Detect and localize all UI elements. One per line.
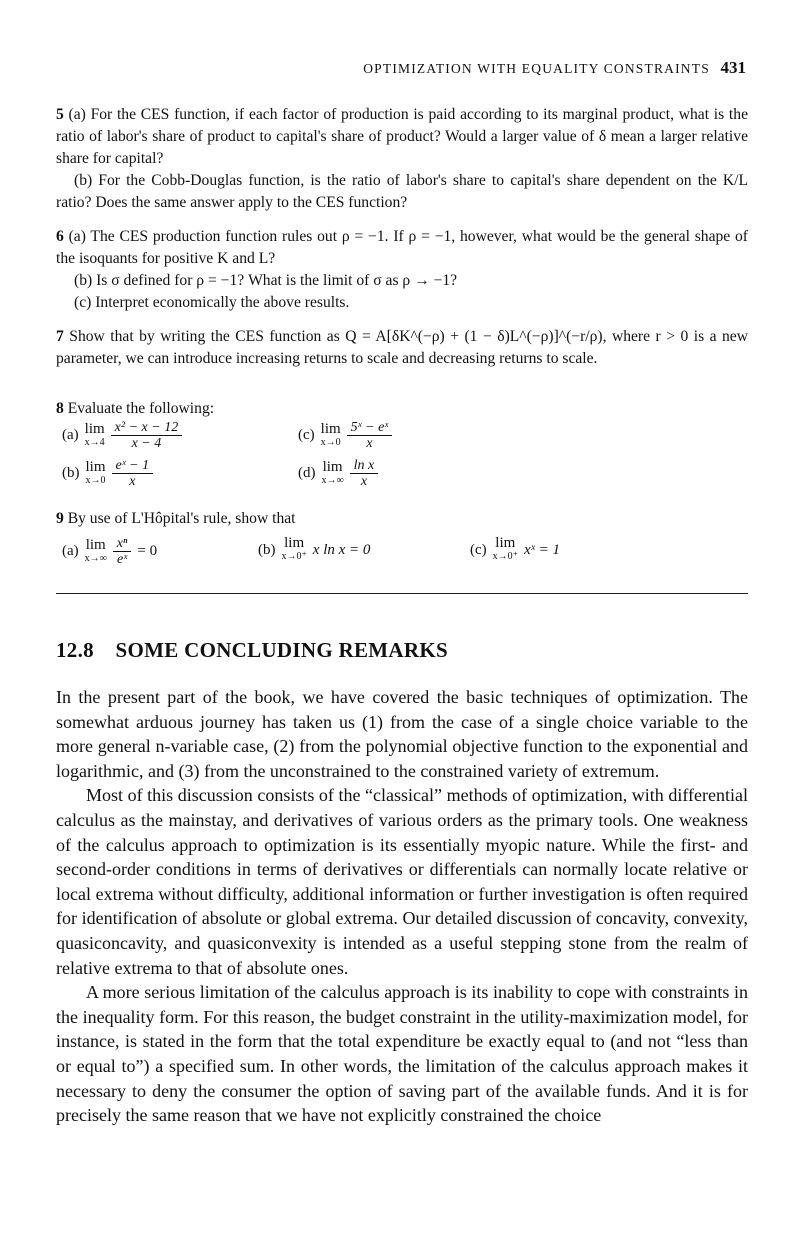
fraction: $\frac{\text{eˣ − 1}}{x}$	[112, 458, 154, 489]
page-number: 431	[720, 58, 746, 77]
fraction: $\frac{\text{xⁿ}}{\text{eˣ}}$	[113, 536, 132, 567]
limit-operator: lim x→0⁺	[492, 535, 518, 562]
limit-operator: lim x→4	[84, 420, 105, 448]
limit-9b: (b) lim x→0⁺ x ln x = 0	[258, 535, 371, 562]
limit-operator: lim x→0	[320, 420, 341, 448]
limit-operator: lim x→0⁺	[281, 535, 307, 562]
section-divider	[56, 593, 748, 594]
section-number: 12.8	[56, 638, 94, 662]
limit-8b: (b) lim x→0 $\frac{\text{eˣ − 1}}{x}$	[62, 458, 153, 489]
exercise-9-intro: 9 By use of L'Hôpital's rule, show that	[56, 510, 296, 527]
exercise-7-text: Show that by writing the CES function as Q = A[δK^(−ρ) + (1 − δ)L^(−ρ)]^(−r/ρ), where r > 0 is a new parameter, we can introduce increasing returns to scale and decreasing returns to scale.	[56, 328, 748, 367]
limit-8c: (c) lim x→0 $\frac{\text{5ˣ − eˣ}}{x}$	[298, 420, 392, 451]
exercise-5b: (b) For the Cobb-Douglas function, is the ratio of labor's share to capital's share dependent on the K/L ratio? Does the same answer apply to the CES function?	[56, 172, 748, 211]
exercise-number: 9	[56, 510, 64, 527]
limit-8a: (a) lim x→4 $\frac{\text{x² − x − 12}}{x - 4}$	[62, 420, 182, 451]
fraction: $\frac{\text{ln x}}{x}$	[350, 458, 379, 489]
exercise-5a: (a) For the CES function, if each factor of production is paid according to its marginal product, what is the ratio of labor's share of product to capital's share of product? Would a larger value of δ mean a larger relative share for capital?	[56, 106, 748, 167]
exercise-number: 5	[56, 106, 64, 123]
paragraph: A more serious limitation of the calculus approach is its inability to cope with constraints in the inequality form. For this reason, the budget constraint in the utility-maximization model, for instance, is stated in the form that the total expenditure be exactly equal to (and not “less than or equal to”) a specified sum. In other words, the limitation of the calculus approach makes it necessary to deny the consumer the option of saving part of the available funds. And it is for precisely the same reason that we have not explicitly constrained the choice	[56, 982, 748, 1126]
paragraph: Most of this discussion consists of the “classical” methods of optimization, with differential calculus as the mainstay, and derivatives of various orders as the primary tools. One weakness of the calculus approach to optimization is its essentially myopic nature. While the first- and second-order conditions in terms of derivatives or differentials can normally locate relative or local extrema without difficulty, additional information or further investigation is often required for identification of absolute or global extrema. Our detailed discussion of concavity, convexity, quasiconcavity, and quasiconvexity is intended as a useful stepping stone from the realm of relative extrema to that of absolute ones.	[56, 785, 748, 978]
exercise-7	[56, 326, 748, 370]
exercise-6	[56, 226, 748, 314]
limit-9a: (a) lim x→∞ $\frac{\text{xⁿ}}{\text{eˣ}}$ = 0	[62, 536, 158, 567]
limit-operator: lim x→∞	[321, 458, 344, 486]
paragraph: In the present part of the book, we have covered the basic techniques of optimization. The somewhat arduous journey has taken us (1) from the case of a single choice variable to the more general n-variable case, (2) from the polynomial objective function to the exponential and logarithmic, and (3) from the unconstrained to the constrained variety of extremum.	[56, 687, 748, 781]
limit-9c: (c) lim x→0⁺ xˣ = 1	[470, 535, 560, 562]
limit-operator: lim x→∞	[84, 536, 107, 564]
section-title: SOME CONCLUDING REMARKS	[115, 638, 448, 662]
exercise-number: 8	[56, 400, 64, 417]
section-body	[56, 685, 748, 1128]
exercise-8-intro: 8 Evaluate the following:	[56, 400, 215, 417]
running-header	[363, 58, 746, 78]
exercise-5	[56, 104, 748, 214]
fraction: $\frac{\text{5ˣ − eˣ}}{x}$	[347, 420, 393, 451]
running-title: OPTIMIZATION WITH EQUALITY CONSTRAINTS	[363, 61, 710, 76]
limit-8d: (d) lim x→∞ $\frac{\text{ln x}}{x}$	[298, 458, 378, 489]
exercise-6b: (b) Is σ defined for ρ = −1? What is the limit of σ as ρ → −1?	[74, 272, 458, 289]
exercise-number: 6	[56, 228, 64, 245]
fraction: $\frac{\text{x² − x − 12}}{x - 4}$	[111, 420, 183, 451]
exercise-6a: (a) The CES production function rules out ρ = −1. If ρ = −1, however, what would be the general shape of the isoquants for positive K and L?	[56, 228, 749, 267]
section-heading	[56, 638, 448, 663]
limit-operator: lim x→0	[85, 458, 106, 486]
exercise-6c: (c) Interpret economically the above results.	[74, 294, 350, 311]
exercise-number: 7	[56, 328, 64, 345]
